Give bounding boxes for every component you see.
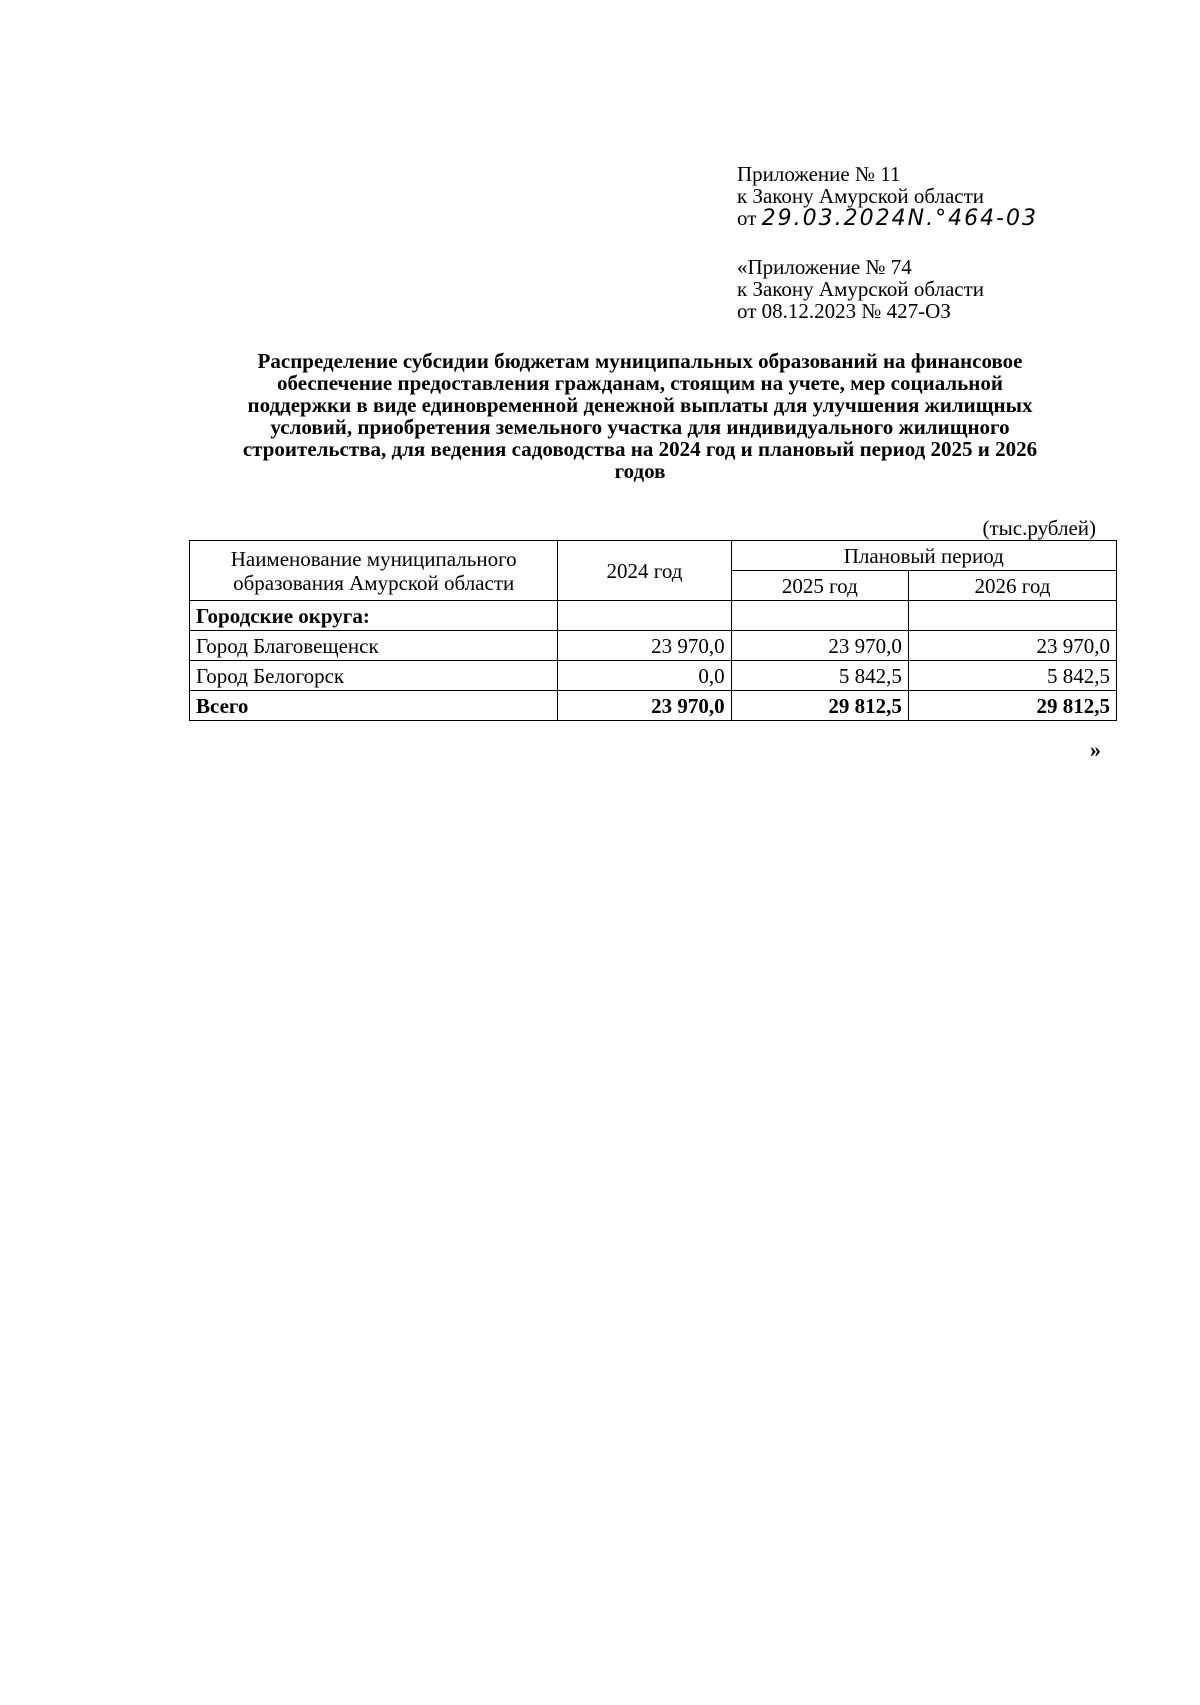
annex-74-law: к Закону Амурской области bbox=[737, 277, 985, 301]
header-year-2025: 2025 год bbox=[731, 571, 908, 601]
title-line-3: поддержки в виде единовременной денежной выплаты для улучшения жилищных bbox=[247, 393, 1033, 417]
header-municipality-name bbox=[190, 541, 558, 601]
total-label: Всего bbox=[190, 691, 558, 721]
total-value-2024: 23 970,0 bbox=[558, 691, 731, 721]
total-row bbox=[190, 691, 1117, 721]
annex-11-reference bbox=[737, 163, 1038, 230]
annex-11-date-prefix: от bbox=[737, 206, 757, 230]
row-value-2025: 5 842,5 bbox=[731, 661, 908, 691]
row-value-2025: 23 970,0 bbox=[731, 631, 908, 661]
annex-11-law: к Закону Амурской области bbox=[737, 184, 985, 208]
row-name: Город Благовещенск bbox=[190, 631, 558, 661]
table-row bbox=[190, 631, 1117, 661]
title-line-1: Распределение субсидии бюджетам муниципальных образований на финансовое bbox=[257, 349, 1023, 373]
row-value-2026: 5 842,5 bbox=[908, 661, 1116, 691]
title-line-2: обеспечение предоставления гражданам, стоящим на учете, мер социальной bbox=[277, 371, 1003, 395]
header-name-line-1: Наименование муниципального bbox=[230, 546, 517, 571]
title-line-6: годов bbox=[614, 459, 666, 483]
section-city-districts: Городские округа: bbox=[190, 601, 558, 631]
row-name: Город Белогорск bbox=[190, 661, 558, 691]
section-empty-cell bbox=[908, 601, 1116, 631]
handwritten-date-number: 29.03.2024N.°464-03 bbox=[761, 206, 1038, 231]
title-line-5: строительства, для ведения садоводства на 2024 год и плановый период 2025 и 2026 bbox=[242, 437, 1038, 461]
annex-11-date-line bbox=[737, 207, 1038, 230]
header-year-2024: 2024 год bbox=[558, 541, 731, 601]
annex-74-number: «Приложение № 74 bbox=[737, 255, 912, 279]
header-planned-period: Плановый период bbox=[731, 541, 1116, 571]
header-year-2026: 2026 год bbox=[908, 571, 1116, 601]
total-value-2026: 29 812,5 bbox=[908, 691, 1116, 721]
row-value-2026: 23 970,0 bbox=[908, 631, 1116, 661]
table-row bbox=[190, 661, 1117, 691]
annex-74-reference bbox=[737, 256, 984, 322]
subsidy-distribution-table bbox=[189, 540, 1117, 721]
section-empty-cell bbox=[731, 601, 908, 631]
section-row bbox=[190, 601, 1117, 631]
closing-quote: » bbox=[1090, 737, 1101, 762]
row-value-2024: 0,0 bbox=[558, 661, 731, 691]
table-header-row-1 bbox=[190, 541, 1117, 571]
annex-74-date: от 08.12.2023 № 427-ОЗ bbox=[737, 299, 951, 323]
row-value-2024: 23 970,0 bbox=[558, 631, 731, 661]
title-line-4: условий, приобретения земельного участка для индивидуального жилищного bbox=[270, 415, 1010, 439]
total-value-2025: 29 812,5 bbox=[731, 691, 908, 721]
units-note: (тыс.рублей) bbox=[982, 516, 1096, 540]
document-title bbox=[190, 350, 1090, 482]
header-name-line-2: образования Амурской области bbox=[233, 570, 515, 595]
annex-11-number: Приложение № 11 bbox=[737, 162, 901, 186]
section-empty-cell bbox=[558, 601, 731, 631]
